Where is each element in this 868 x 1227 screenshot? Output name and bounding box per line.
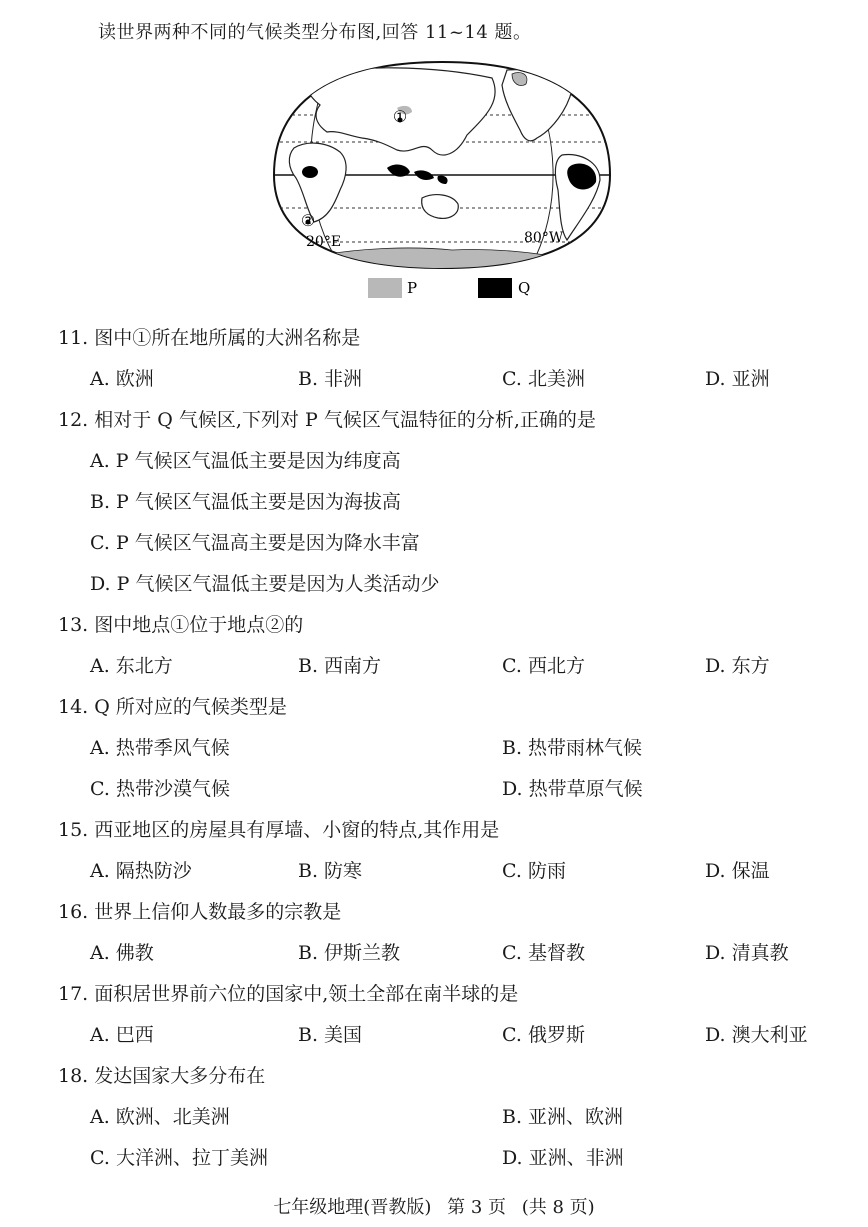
map-label-1: ① — [392, 107, 408, 126]
q13-option-d[interactable]: D. 东方 — [705, 655, 770, 677]
world-climate-map — [262, 60, 622, 310]
q15-option-c[interactable]: C. 防雨 — [502, 860, 566, 882]
page-footer — [0, 1193, 868, 1219]
legend-label-p: P — [407, 279, 418, 297]
question-15: 15. 西亚地区的房屋具有厚墙、小窗的特点,其作用是 — [58, 819, 500, 841]
footer-page: 第 3 页 — [447, 1197, 506, 1218]
map-label-2: ② — [300, 211, 316, 230]
legend-swatch-q — [478, 278, 512, 298]
q12-option-c[interactable]: C. P 气候区气温高主要是因为降水丰富 — [90, 532, 420, 554]
q16-option-b[interactable]: B. 伊斯兰教 — [298, 942, 401, 964]
q18-option-a[interactable]: A. 欧洲、北美洲 — [90, 1106, 230, 1128]
q18-option-c[interactable]: C. 大洋洲、拉丁美洲 — [90, 1147, 268, 1169]
footer-subject: 七年级地理(晋教版) — [273, 1197, 432, 1218]
q13-option-b[interactable]: B. 西南方 — [298, 655, 382, 677]
question-18: 18. 发达国家大多分布在 — [58, 1065, 266, 1087]
q17-option-c[interactable]: C. 俄罗斯 — [502, 1024, 585, 1046]
q15-option-d[interactable]: D. 保温 — [705, 860, 770, 882]
question-12: 12. 相对于 Q 气候区,下列对 P 气候区气温特征的分析,正确的是 — [58, 409, 596, 431]
q17-option-b[interactable]: B. 美国 — [298, 1024, 363, 1046]
q11-option-c[interactable]: C. 北美洲 — [502, 368, 585, 390]
question-13: 13. 图中地点①位于地点②的 — [58, 614, 304, 636]
q18-option-d[interactable]: D. 亚洲、非洲 — [502, 1147, 624, 1169]
q14-option-d[interactable]: D. 热带草原气候 — [502, 778, 643, 800]
question-11: 11. 图中①所在地所属的大洲名称是 — [58, 327, 361, 349]
q16-option-c[interactable]: C. 基督教 — [502, 942, 585, 964]
q11-option-d[interactable]: D. 亚洲 — [705, 368, 770, 390]
legend-swatch-p — [368, 278, 402, 298]
footer-total: (共 8 页) — [521, 1197, 595, 1218]
intro-text: 读世界两种不同的气候类型分布图,回答 11~14 题。 — [98, 22, 532, 43]
q13-option-a[interactable]: A. 东北方 — [90, 655, 173, 677]
q16-option-a[interactable]: A. 佛教 — [90, 942, 154, 964]
legend-label-q: Q — [518, 279, 531, 297]
q14-option-c[interactable]: C. 热带沙漠气候 — [90, 778, 230, 800]
q13-option-c[interactable]: C. 西北方 — [502, 655, 585, 677]
q11-option-b[interactable]: B. 非洲 — [298, 368, 363, 390]
q15-option-a[interactable]: A. 隔热防沙 — [90, 860, 192, 882]
q12-option-a[interactable]: A. P 气候区气温低主要是因为纬度高 — [90, 450, 401, 472]
q15-option-b[interactable]: B. 防寒 — [298, 860, 363, 882]
question-17: 17. 面积居世界前六位的国家中,领土全部在南半球的是 — [58, 983, 519, 1005]
q17-option-d[interactable]: D. 澳大利亚 — [705, 1024, 808, 1046]
lon-label-left: 20°E — [306, 234, 342, 250]
lon-label-right: 80°W — [524, 230, 564, 246]
q11-option-a[interactable]: A. 欧洲 — [90, 368, 154, 390]
q16-option-d[interactable]: D. 清真教 — [705, 942, 789, 964]
q12-option-b[interactable]: B. P 气候区气温低主要是因为海拔高 — [90, 491, 401, 513]
question-14: 14. Q 所对应的气候类型是 — [58, 696, 287, 718]
q12-option-d[interactable]: D. P 气候区气温低主要是因为人类活动少 — [90, 573, 440, 595]
q17-option-a[interactable]: A. 巴西 — [90, 1024, 154, 1046]
q14-option-a[interactable]: A. 热带季风气候 — [90, 737, 230, 759]
q18-option-b[interactable]: B. 亚洲、欧洲 — [502, 1106, 624, 1128]
question-16: 16. 世界上信仰人数最多的宗教是 — [58, 901, 342, 923]
q14-option-b[interactable]: B. 热带雨林气候 — [502, 737, 643, 759]
